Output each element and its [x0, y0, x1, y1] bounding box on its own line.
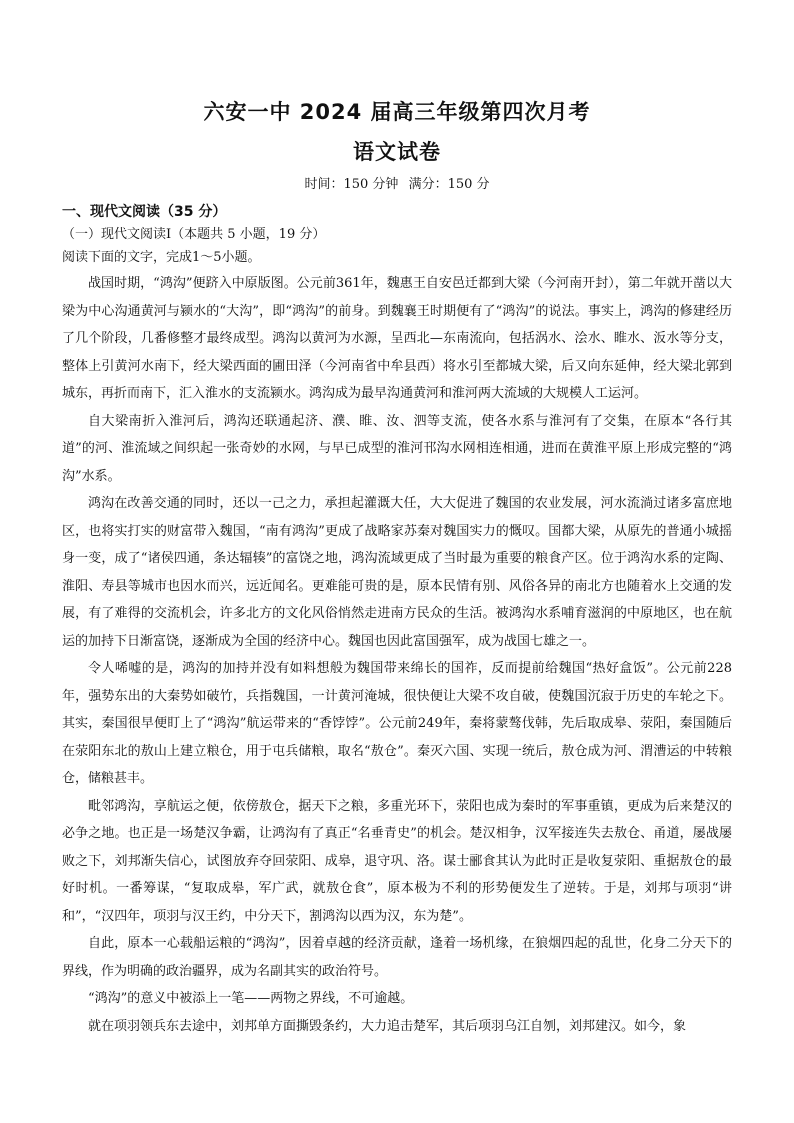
exam-score: 满分：150 分 [408, 177, 490, 192]
passage-paragraph-3: 鸿沟在改善交通的同时，还以一己之力，承担起灌溉大任，大大促进了魏国的农业发展，河水流淌过诸多富庶地区，也将实打实的财富带入魏国，“南有鸿沟”更成了战略家苏秦对魏国实力的慨叹。国都大梁，从原先的普通小城摇身一变，成了“诸侯四通，条达辐辏”的富饶之地，鸿沟流域更成了当时最为重要的粮食产区。位于鸿沟水系的定陶、淮阳、寿县等城市也因水而兴，远近闻名。更难能可贵的是，原本民情有别、风俗各异的南北方也随着水上交通的发展，有了难得的交流机会，许多北方的文化风俗悄然走进南方民众的生活。被鸿沟水系哺育滋润的中原地区，也在航运的加持下日渐富饶，逐渐成为全国的经济中心。魏国也因此富国强军，成为战国七雄之一。 [62, 496, 732, 649]
passage-paragraph-7: “鸿沟”的意义中被添上一笔——两物之界线，不可逾越。 [88, 991, 414, 1006]
subject-title: 语文试卷 [353, 140, 441, 164]
exam-title: 六安一中 2024 届高三年级第四次月考 [203, 100, 591, 124]
section-subheading: （一）现代文阅读Ⅰ（本题共 5 小题，19 分） [62, 227, 326, 242]
passage-paragraph-6: 自此，原本一心载船运粮的“鸿沟”，因着卓越的经济贡献，逢着一场机缘，在狼烟四起的乱世，化身二分天下的界线，作为明确的政治疆界，成为名副其实的政治符号。 [62, 936, 732, 979]
passage-paragraph-8: 就在项羽领兵东去途中，刘邦单方面撕毁条约，大力追击楚军，其后项羽乌江自刎，刘邦建汉。如今，象 [88, 1018, 687, 1034]
passage-paragraph-4: 令人唏嘘的是，鸿沟的加持并没有如料想般为魏国带来绵长的国祚，反而提前给魏国“热好盒饭”。公元前228年，强势东出的大秦势如破竹，兵指魏国，一计黄河淹城，很快便让大梁不攻自破，使魏国沉寂于历史的车轮之下。其实，秦国很早便盯上了“鸿沟”航运带来的“香饽饽”。公元前249年，秦将蒙骜伐韩，先后取成皋、荥阳，秦国随后在荥阳东北的敖山上建立粮仓，用于屯兵储粮，取名“敖仓”。秦灭六国、实现一统后，敖仓成为河、渭漕运的中转粮仓，储粮甚丰。 [62, 661, 732, 786]
passage-paragraph-2: 自大梁南折入淮河后，鸿沟还联通起济、濮、睢、汝、泗等支流，使各水系与淮河有了交集，在原本“各行其道”的河、淮流域之间织起一张奇妙的水网，与早已成型的淮河邗沟水网相连相通，进而在黄淮平原上形成完整的“鸿沟”水系。 [62, 413, 732, 484]
exam-meta [62, 174, 732, 196]
exam-time: 时间：150 分钟 [304, 177, 399, 192]
reading-instruction: 阅读下面的文字，完成1～5小题。 [62, 250, 261, 265]
passage-paragraph-5: 毗邻鸿沟，享航运之便，依傍敖仓，据天下之粮，多重光环下，荥阳也成为秦时的军事重镇，更成为后来楚汉的必争之地。也正是一场楚汉争霸，让鸿沟有了真正“名垂青史”的机会。楚汉相争，汉军接连失去敖仓、甬道，屡战屡败之下，刘邦渐失信心，试图放弃夺回荥阳、成皋，退守巩、洛。谋士郦食其认为此时正是收复荥阳、重据敖仓的最好时机。一番筹谋，“复取成皋，军广武，就敖仓食”，原本极为不利的形势便发生了逆转。于是，刘邦与项羽“讲和”，“汉四年，项羽与汉王约，中分天下，割鸿沟以西为汉，东为楚”。 [62, 798, 732, 924]
section-heading: 一、现代文阅读（35 分） [62, 204, 227, 220]
passage-paragraph-1: 战国时期，“鸿沟”便跻入中原版图。公元前361年，魏惠王自安邑迁都到大梁（今河南开封），第二年就开凿以大梁为中心沟通黄河与颍水的“大沟”，即“鸿沟”的前身。到魏襄王时期便有了“鸿沟”的说法。事实上，鸿沟的修建经历了几个阶段，几番修整才最终成型。鸿沟以黄河为水源，呈西北—东南流向，包括涡水、浍水、睢水、汳水等分支，整体上引黄河水南下，经大梁西面的圃田泽（今河南省中牟县西）将水引至都城大梁，后又向东延伸，经大梁北郭到城东，再折而南下，汇入淮水的支流颍水。鸿沟成为最早沟通黄河和淮河两大流域的大规模人工运河。 [62, 276, 732, 401]
